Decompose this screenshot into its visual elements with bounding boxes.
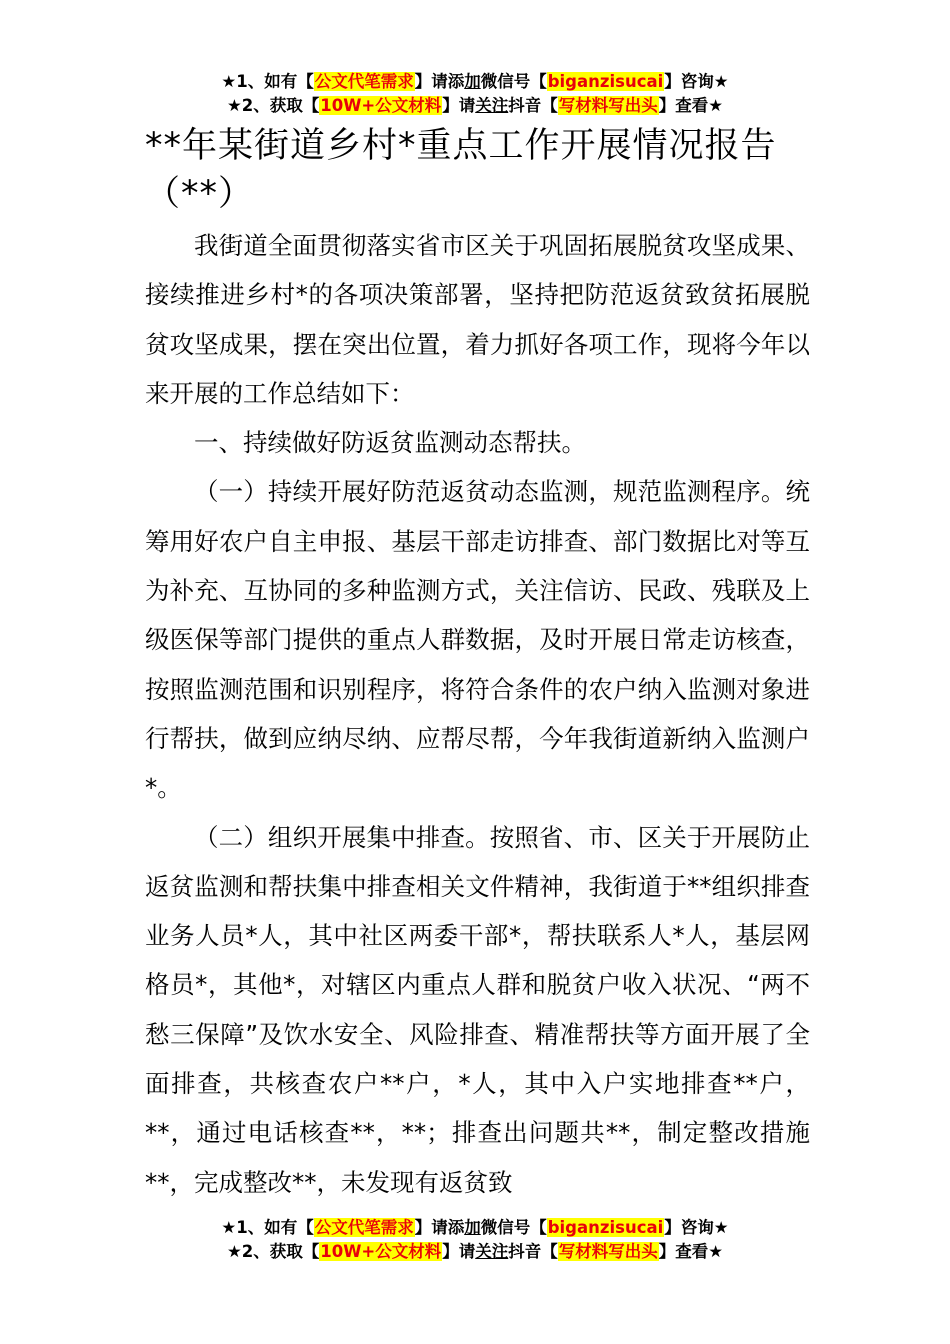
document-body — [145, 221, 810, 1207]
banner-highlight: 10W+公文材料 — [320, 1242, 442, 1261]
banner-wechat-id: biganzisucai — [547, 1218, 664, 1237]
intro-paragraph: 我街道全面贯彻落实省市区关于巩固拓展脱贫攻坚成果、接续推进乡村*的各项决策部署，坚持把防范返贫致贫拓展脱贫攻坚成果，摆在突出位置，着力抓好各项工作，现将今年以来开展的工作总结如下： — [145, 231, 810, 408]
title-line-1: **年某街道乡村*重点工作开展情况报告 — [145, 126, 777, 166]
body-paragraph: （二）组织开展集中排查。按照省、市、区关于开展防止返贫监测和帮扶集中排查相关文件精神，我街道于**组织排查业务人员*人，其中社区两委干部*，帮扶联系人*人，基层网格员*，其他*，对辖区内重点人群和脱贫户收入状况、“两不愁三保障”及饮水安全、风险排查、精准帮扶等方面开展了全面排查，共核查农户**户，*人，其中入户实地排查**户，**，通过电话核查**，**；排查出问题共**，制定整改措施**，完成整改**，未发现有返贫致 — [145, 822, 810, 1197]
section-heading-1: 一、持续做好防返贫监测动态帮扶。 — [194, 428, 586, 458]
header-banner-line-1: ★1、如有【公文代笔需求】请添加微信号【biganzisucai】咨询★ — [221, 72, 729, 91]
banner-highlight: 公文代笔需求 — [314, 1218, 414, 1237]
footer-banner-line-1: ★1、如有【公文代笔需求】请添加微信号【biganzisucai】咨询★ — [221, 1218, 729, 1237]
header-banner-line-2: ★2、获取【10W+公文材料】请关注抖音【写材料写出头】查看★ — [226, 96, 724, 115]
title-line-2: （**） — [145, 174, 255, 214]
banner-wechat-id: biganzisucai — [547, 72, 664, 91]
banner-douyin-id: 写材料写出头 — [558, 1242, 658, 1261]
body-paragraph: （一）持续开展好防范返贫动态监测，规范监测程序。统筹用好农户自主申报、基层干部走访排查、部门数据比对等互为补充、互协同的多种监测方式，关注信访、民政、残联及上级医保等部门提供的重点人群数据，及时开展日常走访核查，按照监测范围和识别程序，将符合条件的农户纳入监测对象进行帮扶，做到应纳尽纳、应帮尽帮，今年我街道新纳入监测户*。 — [145, 477, 810, 803]
banner-highlight: 10W+公文材料 — [320, 96, 442, 115]
document-title — [145, 122, 815, 218]
banner-douyin-id: 写材料写出头 — [558, 96, 658, 115]
footer-banner-line-2: ★2、获取【10W+公文材料】请关注抖音【写材料写出头】查看★ — [226, 1242, 724, 1261]
banner-highlight: 公文代笔需求 — [314, 72, 414, 91]
